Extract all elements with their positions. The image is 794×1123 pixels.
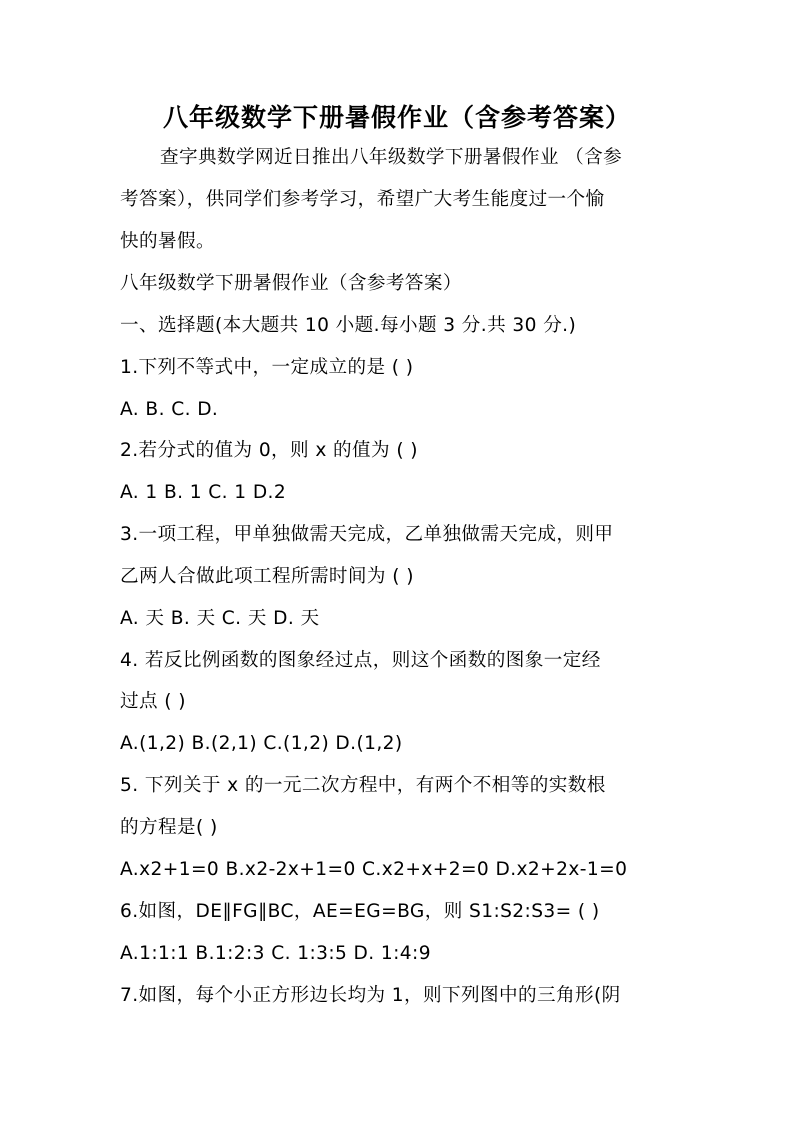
question-5-line-1: 5. 下列关于 x 的一元二次方程中，有两个不相等的实数根: [120, 775, 606, 796]
question-4-options: A.(1,2) B.(2,1) C.(1,2) D.(1,2): [120, 733, 403, 754]
intro-line-3: 快的暑假。: [120, 231, 215, 252]
question-6-options: A.1:1:1 B.1:2:3 C. 1:3:5 D. 1:4:9: [120, 943, 431, 964]
question-5-line-2: 的方程是( ): [120, 817, 218, 838]
intro-line-2: 考答案），供同学们参考学习，希望广大考生能度过一个愉: [120, 189, 605, 210]
question-5-options: A.x2+1=0 B.x2-2x+1=0 C.x2+x+2=0 D.x2+2x-1=0: [120, 859, 628, 880]
question-3-options: A. 天 B. 天 C. 天 D. 天: [120, 608, 320, 629]
question-2-options: A. 1 B. 1 C. 1 D.2: [120, 482, 287, 503]
intro-line-1: 查字典数学网近日推出八年级数学下册暑假作业 （含参: [160, 147, 623, 168]
document-title: 八年级数学下册暑假作业（含参考答案）: [162, 103, 631, 132]
question-1-options: A. B. C. D.: [120, 399, 219, 420]
question-4-line-1: 4. 若反比例函数的图象经过点，则这个函数的图象一定经: [120, 650, 601, 671]
question-7-line-1: 7.如图，每个小正方形边长均为 1，则下列图中的三角形(阴: [120, 985, 621, 1006]
question-6: 6.如图，DE∥FG∥BC，AE=EG=BG，则 S1:S2:S3= ( ): [120, 901, 600, 922]
question-3-line-1: 3.一项工程，甲单独做需天完成，乙单独做需天完成，则甲: [120, 524, 614, 545]
section-heading: 八年级数学下册暑假作业（含参考答案）: [120, 273, 462, 294]
question-3-line-2: 乙两人合做此项工程所需时间为 ( ): [120, 566, 414, 587]
question-2: 2.若分式的值为 0，则 x 的值为 ( ): [120, 440, 418, 461]
question-4-line-2: 过点 ( ): [120, 691, 186, 712]
question-1: 1.下列不等式中，一定成立的是 ( ): [120, 357, 414, 378]
part-heading: 一、选择题(本大题共 10 小题.每小题 3 分.共 30 分.): [120, 315, 577, 336]
